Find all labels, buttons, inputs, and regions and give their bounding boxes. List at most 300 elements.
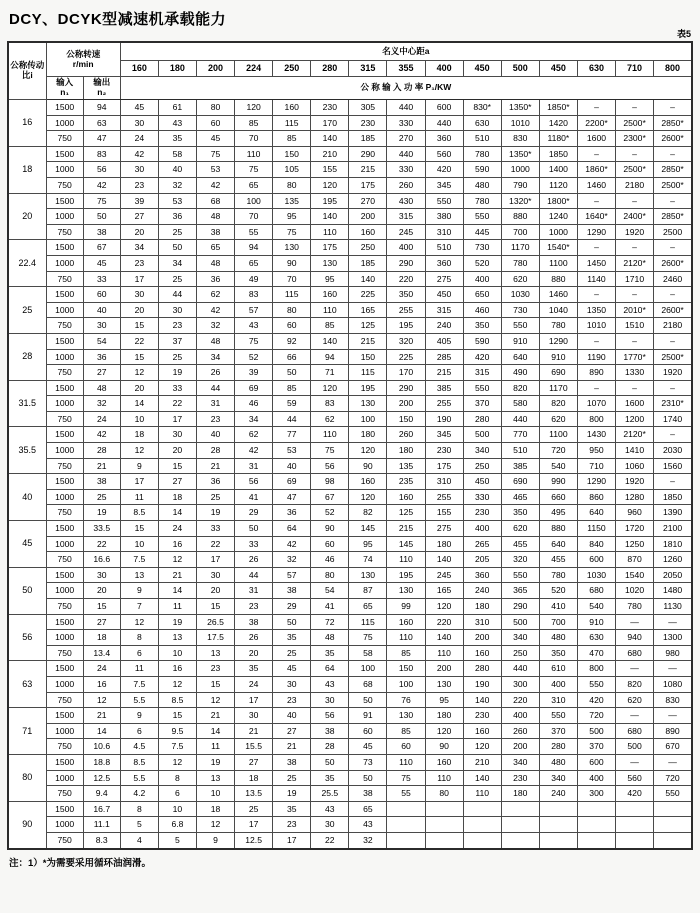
power-cell: 29 bbox=[273, 599, 311, 615]
power-cell bbox=[387, 801, 425, 817]
output-speed-cell: 42 bbox=[83, 427, 120, 443]
power-cell: 10 bbox=[158, 801, 196, 817]
power-cell: – bbox=[654, 427, 692, 443]
power-cell: 550 bbox=[425, 193, 463, 209]
power-cell: 100 bbox=[349, 411, 387, 427]
power-cell: 23 bbox=[273, 817, 311, 833]
power-cell: 440 bbox=[387, 146, 425, 162]
input-speed-cell: 750 bbox=[46, 692, 83, 708]
power-cell: 205 bbox=[463, 552, 501, 568]
power-cell: 640 bbox=[501, 349, 539, 365]
power-cell: 1850 bbox=[654, 489, 692, 505]
output-speed-cell: 54 bbox=[83, 333, 120, 349]
center-distance-value: 180 bbox=[158, 61, 196, 77]
power-cell: 190 bbox=[425, 411, 463, 427]
output-speed-header bbox=[83, 77, 120, 100]
power-cell: 61 bbox=[158, 100, 196, 116]
input-speed-cell: 1000 bbox=[46, 583, 83, 599]
power-cell: 140 bbox=[463, 692, 501, 708]
power-cell: 23 bbox=[120, 255, 158, 271]
power-cell: 780 bbox=[463, 193, 501, 209]
power-cell: 1740 bbox=[654, 411, 692, 427]
power-cell: 630 bbox=[463, 115, 501, 131]
power-cell: 1850* bbox=[539, 100, 577, 116]
power-cell: 490 bbox=[501, 365, 539, 381]
power-cell: 24 bbox=[120, 131, 158, 147]
output-speed-cell: 22 bbox=[83, 536, 120, 552]
table-row bbox=[8, 583, 692, 599]
power-cell: 7.5 bbox=[158, 739, 196, 755]
power-cell: 39 bbox=[120, 193, 158, 209]
power-cell: 450 bbox=[425, 287, 463, 303]
power-cell: 2100 bbox=[654, 521, 692, 537]
power-cell: 14 bbox=[120, 396, 158, 412]
power-cell: 44 bbox=[196, 380, 234, 396]
power-cell: 23 bbox=[196, 661, 234, 677]
power-cell: 2120* bbox=[616, 255, 654, 271]
power-cell: 680 bbox=[616, 645, 654, 661]
power-cell: 650 bbox=[463, 287, 501, 303]
power-cell: 13 bbox=[158, 630, 196, 646]
power-cell: 125 bbox=[387, 505, 425, 521]
power-cell: 820 bbox=[616, 676, 654, 692]
power-cell: 160 bbox=[387, 489, 425, 505]
ratio-cell: 45 bbox=[8, 521, 46, 568]
power-cell: 2030 bbox=[654, 443, 692, 459]
power-cell: 250 bbox=[501, 645, 539, 661]
power-cell: 2050 bbox=[654, 567, 692, 583]
power-cell: 2500* bbox=[654, 349, 692, 365]
power-cell: 68 bbox=[196, 193, 234, 209]
power-cell: – bbox=[654, 100, 692, 116]
power-cell: 1540 bbox=[616, 567, 654, 583]
power-cell: 360 bbox=[463, 567, 501, 583]
power-cell: 1460 bbox=[539, 287, 577, 303]
output-speed-cell: 30 bbox=[83, 567, 120, 583]
power-cell: 370 bbox=[539, 723, 577, 739]
power-cell: 2400* bbox=[616, 209, 654, 225]
power-cell: 1140 bbox=[577, 271, 615, 287]
input-speed-cell: 1500 bbox=[46, 801, 83, 817]
power-cell: 10 bbox=[120, 411, 158, 427]
power-cell: 960 bbox=[616, 505, 654, 521]
power-cell: 830* bbox=[463, 100, 501, 116]
power-cell: 115 bbox=[349, 365, 387, 381]
output-speed-cell: 56 bbox=[83, 162, 120, 178]
power-cell: 215 bbox=[387, 521, 425, 537]
power-cell: 550 bbox=[539, 708, 577, 724]
power-cell: 91 bbox=[349, 708, 387, 724]
power-cell: — bbox=[654, 754, 692, 770]
power-cell: 1540* bbox=[539, 240, 577, 256]
power-cell: 1350* bbox=[501, 146, 539, 162]
speed-unit: r/min bbox=[72, 58, 94, 69]
power-cell: 27 bbox=[158, 474, 196, 490]
table-row bbox=[8, 318, 692, 334]
power-cell: 6 bbox=[158, 786, 196, 802]
power-cell: 1450 bbox=[577, 255, 615, 271]
power-cell: 30 bbox=[158, 427, 196, 443]
power-cell: 85 bbox=[235, 115, 273, 131]
power-cell bbox=[425, 817, 463, 833]
power-cell: 48 bbox=[196, 209, 234, 225]
power-cell: 180 bbox=[425, 708, 463, 724]
power-cell: 290 bbox=[501, 599, 539, 615]
power-cell: 1850 bbox=[539, 146, 577, 162]
power-cell: 1430 bbox=[577, 427, 615, 443]
power-cell: 17 bbox=[235, 692, 273, 708]
power-cell: 4.2 bbox=[120, 786, 158, 802]
power-cell: 820 bbox=[539, 396, 577, 412]
power-cell: 12 bbox=[120, 614, 158, 630]
power-cell: 18 bbox=[120, 427, 158, 443]
power-cell: 2850* bbox=[654, 162, 692, 178]
table-row bbox=[8, 443, 692, 459]
power-cell: 1300 bbox=[654, 630, 692, 646]
power-cell: 40 bbox=[273, 708, 311, 724]
power-cell: 1000 bbox=[501, 162, 539, 178]
power-cell: 69 bbox=[235, 380, 273, 396]
power-cell: 315 bbox=[425, 302, 463, 318]
power-cell: 120 bbox=[425, 723, 463, 739]
power-cell: 990 bbox=[539, 474, 577, 490]
input-speed-cell: 1500 bbox=[46, 193, 83, 209]
power-cell: 21 bbox=[158, 567, 196, 583]
power-cell: 225 bbox=[349, 287, 387, 303]
power-cell: 1290 bbox=[577, 224, 615, 240]
table-row bbox=[8, 458, 692, 474]
power-cell: 180 bbox=[425, 536, 463, 552]
power-cell: 280 bbox=[539, 739, 577, 755]
power-cell: 360 bbox=[425, 131, 463, 147]
power-cell: – bbox=[654, 474, 692, 490]
power-cell: 115 bbox=[273, 115, 311, 131]
power-cell: 21 bbox=[196, 708, 234, 724]
power-cell: 310 bbox=[425, 224, 463, 240]
power-cell: 13 bbox=[196, 770, 234, 786]
power-cell: 8 bbox=[120, 801, 158, 817]
power-cell: 65 bbox=[196, 240, 234, 256]
power-cell: 780 bbox=[539, 567, 577, 583]
input-speed-cell: 750 bbox=[46, 177, 83, 193]
power-cell: 110 bbox=[235, 146, 273, 162]
output-label: 输出 bbox=[93, 77, 111, 88]
power-cell: 440 bbox=[387, 100, 425, 116]
power-cell: 400 bbox=[539, 676, 577, 692]
power-cell: 1030 bbox=[501, 287, 539, 303]
power-cell: 380 bbox=[425, 209, 463, 225]
power-cell: 480 bbox=[539, 630, 577, 646]
power-cell: 21 bbox=[196, 458, 234, 474]
table-row bbox=[8, 552, 692, 568]
power-cell: 30 bbox=[120, 115, 158, 131]
output-speed-cell: 8.3 bbox=[83, 832, 120, 848]
power-cell: 1100 bbox=[539, 427, 577, 443]
power-cell: 95 bbox=[425, 692, 463, 708]
power-cell: 730 bbox=[501, 302, 539, 318]
input-speed-cell: 1000 bbox=[46, 115, 83, 131]
power-cell: 150 bbox=[273, 146, 311, 162]
power-cell: 31 bbox=[235, 458, 273, 474]
power-cell: – bbox=[616, 146, 654, 162]
power-cell: 12 bbox=[196, 817, 234, 833]
power-cell: 11 bbox=[196, 739, 234, 755]
power-cell: 38 bbox=[235, 614, 273, 630]
center-distance-value: 250 bbox=[273, 61, 311, 77]
output-speed-cell: 38 bbox=[83, 224, 120, 240]
output-speed-cell: 10.6 bbox=[83, 739, 120, 755]
power-cell: 1070 bbox=[577, 396, 615, 412]
power-cell: 62 bbox=[235, 427, 273, 443]
table-row bbox=[8, 287, 692, 303]
power-cell: 120 bbox=[311, 177, 349, 193]
output-speed-cell: 38 bbox=[83, 474, 120, 490]
power-cell: – bbox=[654, 240, 692, 256]
power-cell: 94 bbox=[235, 240, 273, 256]
power-cell: – bbox=[654, 146, 692, 162]
output-speed-cell: 16 bbox=[83, 676, 120, 692]
power-cell: 90 bbox=[273, 255, 311, 271]
power-cell: 160 bbox=[349, 224, 387, 240]
power-cell: 45 bbox=[349, 739, 387, 755]
ratio-cell: 90 bbox=[8, 801, 46, 848]
power-cell: 25 bbox=[158, 349, 196, 365]
power-cell: 14 bbox=[158, 505, 196, 521]
power-cell: 110 bbox=[463, 786, 501, 802]
power-cell: 48 bbox=[196, 333, 234, 349]
power-cell: 9.5 bbox=[158, 723, 196, 739]
power-cell: 35 bbox=[235, 661, 273, 677]
input-speed-cell: 750 bbox=[46, 318, 83, 334]
power-cell: 1420 bbox=[539, 115, 577, 131]
power-cell: 25 bbox=[273, 770, 311, 786]
power-cell: 37 bbox=[158, 333, 196, 349]
power-cell: 2300* bbox=[616, 131, 654, 147]
power-cell: 46 bbox=[311, 552, 349, 568]
power-cell: 455 bbox=[539, 552, 577, 568]
power-cell: 2180 bbox=[616, 177, 654, 193]
power-cell: 23 bbox=[235, 599, 273, 615]
power-cell: 2460 bbox=[654, 271, 692, 287]
power-cell: 19 bbox=[158, 614, 196, 630]
input-label: 输入 bbox=[56, 77, 74, 88]
power-cell: 70 bbox=[235, 209, 273, 225]
power-cell: 260 bbox=[387, 427, 425, 443]
power-cell: 44 bbox=[158, 287, 196, 303]
table-row bbox=[8, 411, 692, 427]
power-cell: 65 bbox=[235, 255, 273, 271]
table-row bbox=[8, 614, 692, 630]
input-speed-cell: 1500 bbox=[46, 614, 83, 630]
power-cell: – bbox=[577, 380, 615, 396]
power-cell: 17 bbox=[120, 271, 158, 287]
power-cell: 99 bbox=[387, 599, 425, 615]
power-cell: 1120 bbox=[539, 177, 577, 193]
power-cell: 13.5 bbox=[235, 786, 273, 802]
input-speed-cell: 1000 bbox=[46, 396, 83, 412]
table-row bbox=[8, 427, 692, 443]
power-cell: 640 bbox=[539, 536, 577, 552]
output-speed-cell: 32 bbox=[83, 396, 120, 412]
power-cell: 27 bbox=[120, 209, 158, 225]
power-cell: 230 bbox=[463, 708, 501, 724]
power-cell: 115 bbox=[273, 287, 311, 303]
ratio-cell: 40 bbox=[8, 474, 46, 521]
power-cell: 2500* bbox=[654, 177, 692, 193]
power-cell: 300 bbox=[577, 786, 615, 802]
power-cell: 620 bbox=[539, 411, 577, 427]
power-cell: 520 bbox=[539, 583, 577, 599]
power-cell: 32 bbox=[196, 318, 234, 334]
power-cell: 265 bbox=[463, 536, 501, 552]
power-cell: 120 bbox=[311, 380, 349, 396]
power-cell: 5.5 bbox=[120, 692, 158, 708]
power-cell: 2010* bbox=[616, 302, 654, 318]
output-speed-cell: 13.4 bbox=[83, 645, 120, 661]
power-cell: 98 bbox=[311, 474, 349, 490]
power-cell: 64 bbox=[311, 661, 349, 677]
power-cell: 22 bbox=[158, 396, 196, 412]
output-speed-cell: 12.5 bbox=[83, 770, 120, 786]
power-cell: 69 bbox=[273, 474, 311, 490]
power-cell: 1410 bbox=[616, 443, 654, 459]
table-row bbox=[8, 599, 692, 615]
table-row bbox=[8, 817, 692, 833]
power-cell: 33 bbox=[158, 380, 196, 396]
input-speed-cell: 750 bbox=[46, 131, 83, 147]
power-cell bbox=[501, 817, 539, 833]
power-cell: 82 bbox=[349, 505, 387, 521]
power-cell: 28 bbox=[311, 739, 349, 755]
power-cell: 110 bbox=[311, 224, 349, 240]
input-speed-cell: 1500 bbox=[46, 708, 83, 724]
power-cell: 65 bbox=[349, 801, 387, 817]
power-cell: 120 bbox=[349, 489, 387, 505]
power-cell: 120 bbox=[463, 739, 501, 755]
power-cell: 385 bbox=[425, 380, 463, 396]
power-cell: 400 bbox=[501, 708, 539, 724]
power-cell: 1040 bbox=[539, 302, 577, 318]
center-distance-value: 200 bbox=[196, 61, 234, 77]
power-cell: 405 bbox=[425, 333, 463, 349]
table-row bbox=[8, 786, 692, 802]
power-cell: 255 bbox=[425, 396, 463, 412]
power-cell bbox=[654, 817, 692, 833]
power-cell: 26.5 bbox=[196, 614, 234, 630]
output-speed-cell: 25 bbox=[83, 489, 120, 505]
power-cell: 160 bbox=[311, 287, 349, 303]
power-cell: 2310* bbox=[654, 396, 692, 412]
power-cell: 230 bbox=[463, 505, 501, 521]
power-cell: 30 bbox=[273, 676, 311, 692]
power-cell: 45 bbox=[120, 100, 158, 116]
power-cell: 360 bbox=[425, 255, 463, 271]
power-cell: 1150 bbox=[577, 521, 615, 537]
power-cell: 710 bbox=[577, 458, 615, 474]
power-cell: 1130 bbox=[654, 599, 692, 615]
input-speed-cell: 750 bbox=[46, 645, 83, 661]
power-cell: 480 bbox=[463, 177, 501, 193]
power-cell: 44 bbox=[235, 567, 273, 583]
table-row bbox=[8, 131, 692, 147]
power-cell: 28 bbox=[196, 443, 234, 459]
power-cell: 70 bbox=[235, 131, 273, 147]
input-speed-cell: 1000 bbox=[46, 302, 83, 318]
output-speed-cell: 27 bbox=[83, 614, 120, 630]
power-cell: 1290 bbox=[577, 474, 615, 490]
power-cell: 1350 bbox=[577, 302, 615, 318]
power-cell: 17.5 bbox=[196, 630, 234, 646]
table-row bbox=[8, 396, 692, 412]
power-cell: 50 bbox=[273, 614, 311, 630]
power-cell: 455 bbox=[501, 536, 539, 552]
power-cell: 53 bbox=[273, 443, 311, 459]
ratio-cell: 56 bbox=[8, 614, 46, 661]
power-cell: – bbox=[616, 287, 654, 303]
power-cell: 500 bbox=[501, 614, 539, 630]
power-cell: 1560 bbox=[654, 458, 692, 474]
power-cell: 24 bbox=[158, 521, 196, 537]
input-speed-cell: 1500 bbox=[46, 427, 83, 443]
power-cell: 23 bbox=[120, 177, 158, 193]
power-cell: 460 bbox=[463, 302, 501, 318]
power-cell: 165 bbox=[425, 583, 463, 599]
table-row bbox=[8, 521, 692, 537]
output-speed-cell: 15 bbox=[83, 599, 120, 615]
power-cell: 180 bbox=[501, 786, 539, 802]
power-cell: 15 bbox=[158, 708, 196, 724]
input-speed-cell: 1000 bbox=[46, 255, 83, 271]
power-cell: 25 bbox=[158, 271, 196, 287]
power-cell: 130 bbox=[387, 708, 425, 724]
power-cell: 240 bbox=[463, 583, 501, 599]
power-cell: 80 bbox=[425, 786, 463, 802]
power-cell: 220 bbox=[387, 271, 425, 287]
power-cell: 130 bbox=[273, 240, 311, 256]
power-cell: 75 bbox=[349, 630, 387, 646]
power-cell: 780 bbox=[501, 255, 539, 271]
power-cell: 25 bbox=[273, 645, 311, 661]
power-cell: 12 bbox=[196, 692, 234, 708]
power-header: 公 称 输 入 功 率 P₁/KW bbox=[120, 77, 692, 100]
power-cell: 35 bbox=[158, 131, 196, 147]
power-cell: 1280 bbox=[616, 489, 654, 505]
power-cell: 15 bbox=[196, 676, 234, 692]
power-cell: 50 bbox=[235, 521, 273, 537]
ratio-cell: 80 bbox=[8, 754, 46, 801]
power-cell: 75 bbox=[311, 443, 349, 459]
power-cell: 56 bbox=[235, 474, 273, 490]
power-cell: 310 bbox=[539, 692, 577, 708]
power-cell: 110 bbox=[425, 645, 463, 661]
output-speed-cell: 83 bbox=[83, 146, 120, 162]
power-cell bbox=[577, 817, 615, 833]
power-cell: 1920 bbox=[616, 224, 654, 240]
power-cell: 560 bbox=[616, 770, 654, 786]
power-cell: 150 bbox=[387, 411, 425, 427]
power-cell: 420 bbox=[577, 692, 615, 708]
power-cell: 340 bbox=[501, 754, 539, 770]
page-title: DCY、DCYK型减速机承载能力 bbox=[9, 11, 227, 28]
power-cell: 42 bbox=[273, 536, 311, 552]
table-row bbox=[8, 193, 692, 209]
power-cell: 140 bbox=[311, 209, 349, 225]
power-cell: 445 bbox=[463, 224, 501, 240]
power-cell: 600 bbox=[425, 100, 463, 116]
power-cell: 420 bbox=[463, 349, 501, 365]
power-cell: 1060 bbox=[616, 458, 654, 474]
power-cell: 190 bbox=[463, 676, 501, 692]
